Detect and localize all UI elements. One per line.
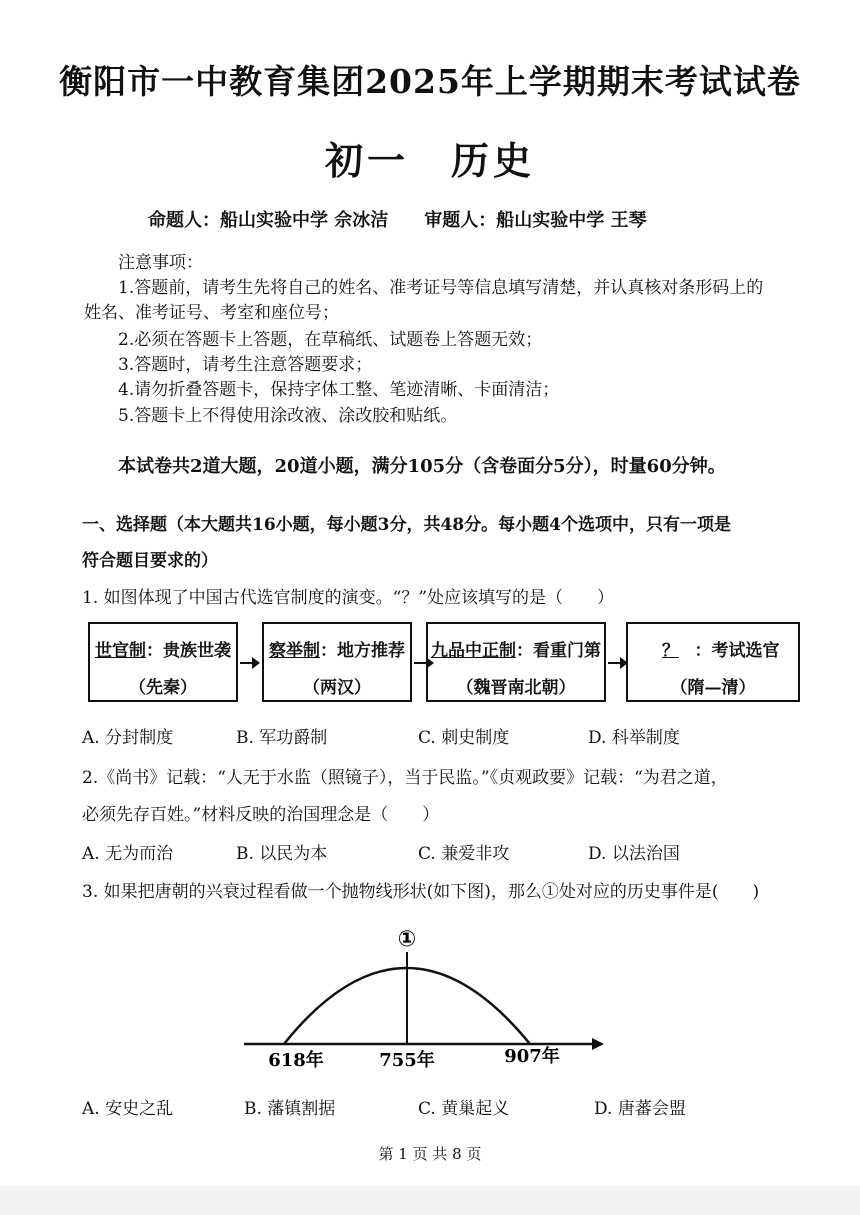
school-title: 衡阳市一中教育集团2025年上学期期末考试试卷 (59, 62, 801, 101)
flow-era: （魏晋南北朝） (456, 678, 576, 698)
flow-arrow (608, 662, 626, 664)
axis-arrowhead (592, 1038, 604, 1050)
q1-option-c: C. 刺史制度 (418, 728, 510, 748)
question-2-stem-cont: 必须先存百姓。”材料反映的治国理念是（ ） (82, 805, 440, 825)
peak-label: ① (397, 927, 417, 952)
authors-line (148, 206, 647, 232)
flow-name: 九品中正制 (431, 641, 516, 661)
page-footer: 第 1 页 共 8 页 (378, 1145, 482, 1163)
flow-box (88, 622, 238, 702)
note-item: 5.答题卡上不得使用涂改液、涂改胶和贴纸。 (118, 406, 458, 426)
flow-name: 世官制 (95, 641, 146, 661)
scan-margin (0, 1186, 860, 1215)
flow-name: ？ (662, 641, 679, 661)
note-item: 4.请勿折叠答题卡，保持字体工整、笔迹清晰、卡面清洁； (118, 380, 560, 400)
flow-desc: ：贵族世袭 (146, 641, 231, 661)
q1-option-a: A. 分封制度 (82, 728, 174, 748)
flow-era: （隋—清） (670, 678, 756, 698)
year-label: 755年 (379, 1050, 435, 1070)
notes-heading: 注意事项： (118, 253, 203, 273)
selection-system-flow (88, 622, 808, 706)
flow-desc: ：看重门第 (516, 641, 601, 661)
flow-era: （两汉） (303, 678, 371, 698)
q2-option-c: C. 兼爱非攻 (418, 844, 510, 864)
q1-option-b: B. 军功爵制 (236, 728, 328, 748)
question-1-stem: 1. 如图体现了中国古代选官制度的演变。“？”处应该填写的是（ ） (82, 588, 615, 608)
q3-option-d: D. 唐蕃会盟 (594, 1099, 686, 1119)
tang-dynasty-parabola (236, 920, 616, 1070)
year-label: 618年 (268, 1050, 324, 1070)
q2-option-b: B. 以民为本 (236, 844, 328, 864)
note-item: 2.必须在答题卡上答题，在草稿纸、试题卷上答题无效； (118, 330, 543, 350)
q3-option-c: C. 黄巢起义 (418, 1099, 510, 1119)
q2-option-a: A. 无为而治 (82, 844, 174, 864)
q3-option-a: A. 安史之乱 (82, 1099, 174, 1119)
flow-desc: ：考试选官 (694, 641, 780, 661)
q2-option-d: D. 以法治国 (588, 844, 680, 864)
question-2-stem: 2.《尚书》记载：“人无于水监（照镜子），当于民监。”《贞观政要》记载：“为君之道， (82, 768, 728, 788)
q1-option-d: D. 科举制度 (588, 728, 680, 748)
flow-era: （先秦） (129, 678, 197, 698)
flow-name: 察举制 (269, 641, 320, 661)
year-label: 907年 (504, 1046, 560, 1067)
flow-arrow (240, 662, 258, 664)
author: 命题人：船山实验中学 佘冰洁 (148, 210, 389, 231)
question-3-stem: 3. 如果把唐朝的兴衰过程看做一个抛物线形状(如下图)，那么①处对应的历史事件是( ) (82, 882, 760, 902)
flow-box (426, 622, 606, 702)
reviewer: 审题人：船山实验中学 王琴 (424, 210, 647, 231)
note-item: 1.答题前，请考生先将自己的姓名、准考证号等信息填写清楚，并认真核对条形码上的 (118, 278, 764, 298)
note-item: 3.答题时，请考生注意答题要求； (118, 355, 373, 375)
exam-summary: 本试卷共2道大题，20道小题，满分105分（含卷面分5分），时量60分钟。 (118, 456, 726, 477)
note-item: 姓名、准考证号、考室和座位号； (84, 303, 339, 323)
section-heading-cont: 符合题目要求的） (82, 551, 218, 571)
flow-desc: ：地方推荐 (320, 641, 405, 661)
section-heading: 一、选择题（本大题共16小题，每小题3分，共48分。每小题4个选项中，只有一项是 (82, 515, 731, 535)
flow-box (626, 622, 800, 702)
flow-box (262, 622, 412, 702)
q3-option-b: B. 藩镇割据 (244, 1099, 336, 1119)
subject-title: 初一 历史 (324, 138, 535, 183)
